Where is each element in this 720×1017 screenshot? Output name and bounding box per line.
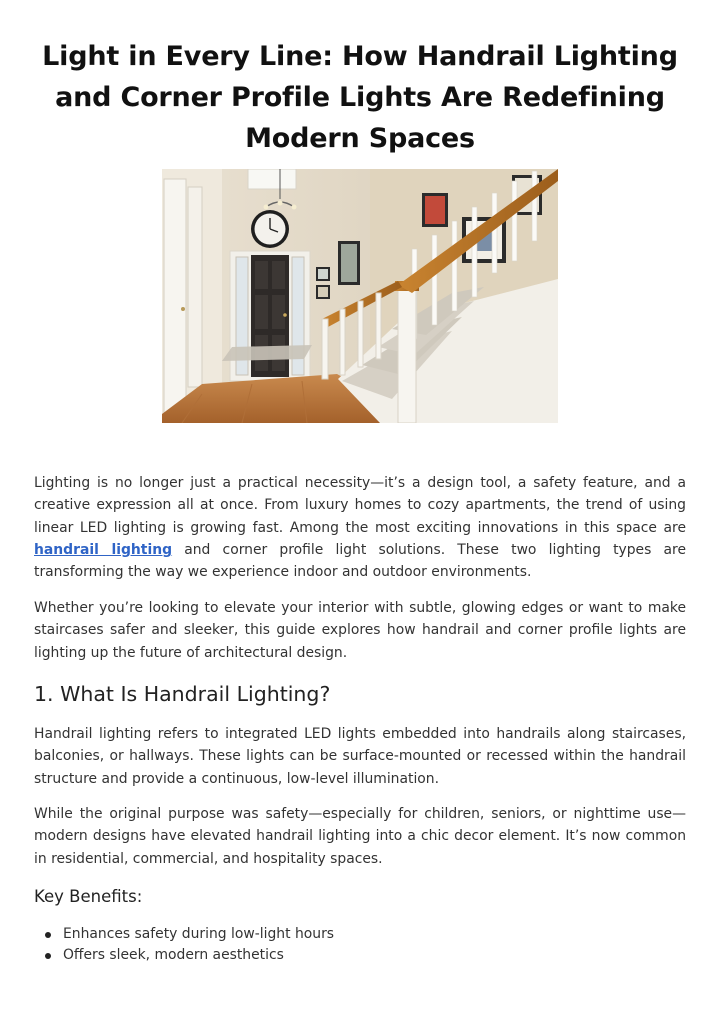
section-heading-what-is-handrail-lighting: 1. What Is Handrail Lighting? bbox=[34, 682, 331, 706]
intro-paragraph-1: Lighting is no longer just a practical necessity—it’s a design tool, a safety feature, and a creative expression all at once. From luxury homes to cozy apartments, the trend of using linear LED lighting is growing fast. Among the most exciting innovations in this space are handrail lighting and corner profile light solutions. These two lighting types are transforming the way we experience indoor and outdoor environments. bbox=[34, 475, 686, 581]
bullet-icon bbox=[45, 953, 51, 959]
section1-paragraph-2: While the original purpose was safety—especially for children, seniors, or nighttime use—modern designs have elevated handrail lighting into a chic decor element. It’s now common in residential, commercial, and hospitality spaces. bbox=[34, 806, 686, 867]
handrail-lighting-link[interactable]: handrail lighting bbox=[34, 541, 173, 558]
key-benefits-heading: Key Benefits: bbox=[34, 887, 143, 906]
key-benefits-list bbox=[42, 924, 334, 965]
hero-image bbox=[162, 169, 558, 423]
page-title: Light in Every Line: How Handrail Lighting and Corner Profile Lights Are Redefining Modern Spaces bbox=[42, 41, 678, 154]
list-item: Offers sleek, modern aesthetics bbox=[42, 945, 334, 966]
section1-paragraph-1: Handrail lighting refers to integrated LED lights embedded into handrails along staircases, balconies, or hallways. These lights can be surface-mounted or recessed within the handrail structure and provide a continuous, low-level illumination. bbox=[34, 726, 686, 787]
list-item: Enhances safety during low-light hours bbox=[42, 924, 334, 945]
intro-paragraph-2: Whether you’re looking to elevate your interior with subtle, glowing edges or want to make staircases safer and sleeker, this guide explores how handrail and corner profile lights are lighting up the future of architectural design. bbox=[34, 600, 686, 661]
staircase-foyer-photo-icon bbox=[162, 169, 558, 423]
bullet-icon bbox=[45, 932, 51, 938]
